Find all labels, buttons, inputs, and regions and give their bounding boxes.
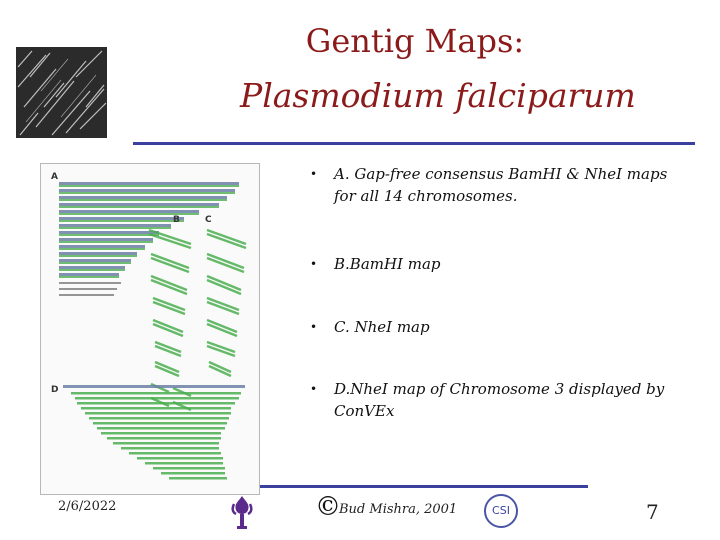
- panel-b-maps: [149, 230, 191, 410]
- optical-map-image: [16, 47, 107, 138]
- university-torch-logo: [222, 490, 262, 530]
- bullet-text: B.BamHI map: [334, 255, 441, 273]
- panel-label-c: C: [205, 215, 212, 225]
- slide-title-line1: Gentig Maps:: [305, 22, 525, 60]
- bullet-marker: •: [310, 320, 318, 334]
- panel-label-b: B: [173, 215, 180, 225]
- bullet-marker: •: [310, 382, 318, 396]
- bullet-text: A. Gap-free consensus BamHI & NheI maps for all 14 chromosomes.: [334, 165, 668, 205]
- bullet-item-d: [310, 378, 690, 422]
- slide-title-line2: Plasmodium falciparum: [240, 76, 636, 115]
- panel-c-maps: [207, 230, 246, 376]
- bullet-marker: •: [310, 257, 318, 271]
- bullet-marker: •: [310, 167, 318, 181]
- csi-logo-text: CSI: [492, 504, 510, 517]
- title-divider: [133, 142, 695, 145]
- page-number: 7: [646, 500, 659, 524]
- footer-divider: [258, 485, 588, 488]
- panel-d-maps: [63, 385, 245, 480]
- gentig-maps-figure: [40, 163, 260, 495]
- footer-date: 2/6/2022: [58, 499, 117, 514]
- footer-author: Bud Mishra, 2001: [339, 502, 458, 517]
- csi-logo: [484, 494, 518, 528]
- bullet-item-c: [310, 316, 690, 338]
- panel-label-a: A: [51, 172, 58, 182]
- panel-label-d: D: [51, 385, 59, 395]
- bullet-item-a: [310, 163, 690, 207]
- copyright-symbol: ©: [315, 492, 341, 522]
- bullet-item-b: [310, 253, 690, 275]
- bullet-text: C. NheI map: [334, 318, 430, 336]
- bullet-text: D.NheI map of Chromosome 3 displayed by ConVEx: [334, 380, 665, 420]
